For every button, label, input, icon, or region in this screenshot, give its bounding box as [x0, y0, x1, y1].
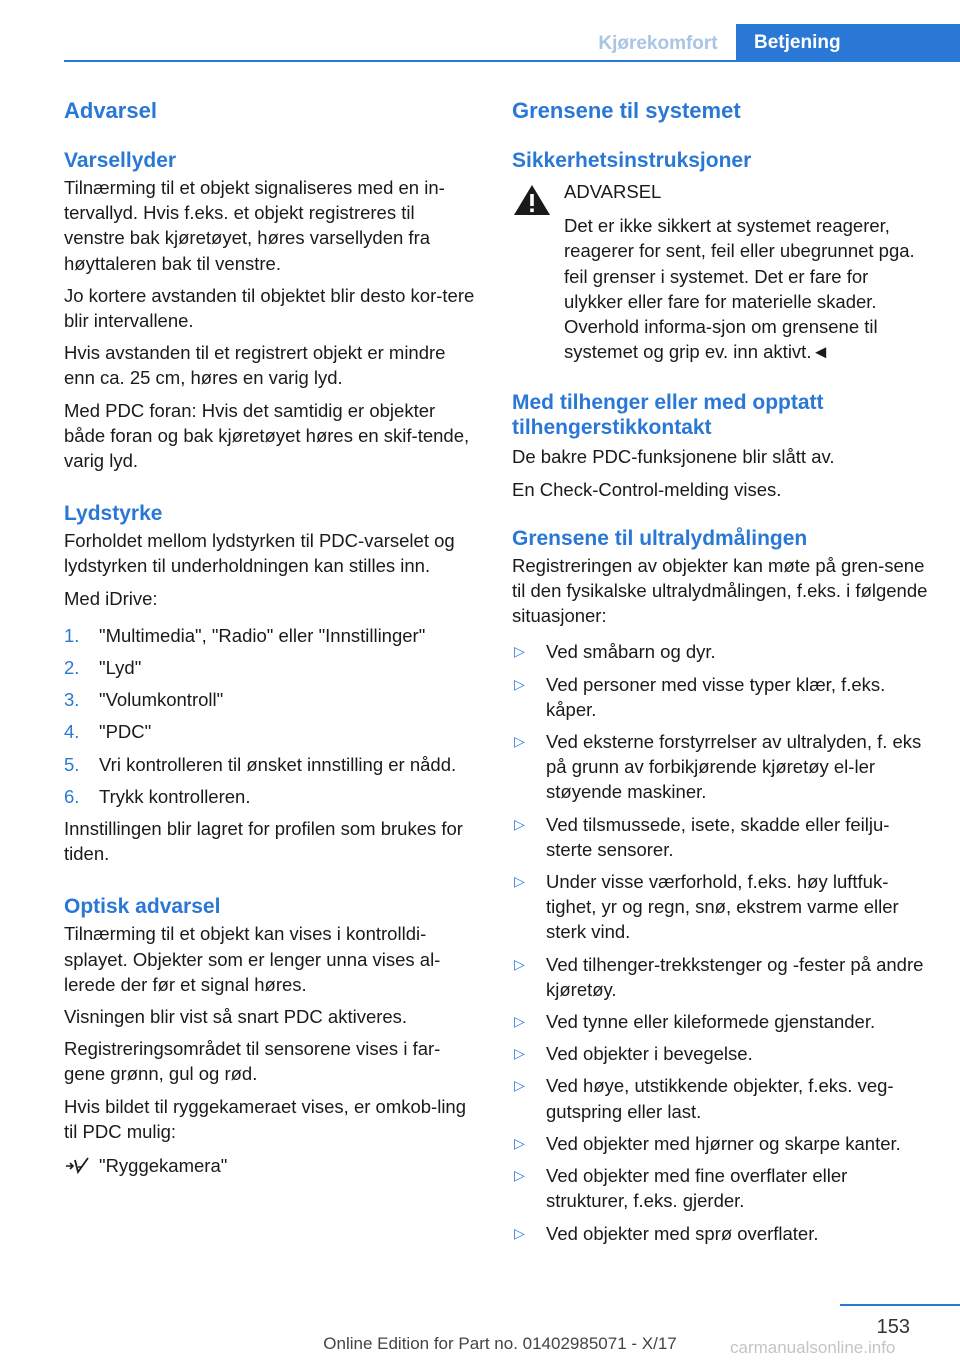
paragraph: Forholdet mellom lydstyrken til PDC-varselet og lydstyrken til underholdningen kan stilles inn. [64, 530, 455, 577]
list-item [512, 729, 928, 805]
list-item-text: Ved småbarn og dyr. [546, 641, 716, 663]
paragraph: Tilnærming til et objekt kan vises i kontrolldi-splayet. Objekter som er lenger unna vises al-lerede der før et signal høres. [64, 923, 441, 995]
list-item-text: Ved tynne eller kileformede gjenstander. [546, 1011, 876, 1033]
watermark: carmanualsonline.info [730, 1338, 896, 1357]
list-item-text: Ved objekter i bevegelse. [546, 1043, 753, 1065]
paragraph: De bakre PDC-funksjonene blir slått av. [512, 446, 835, 468]
step-text: "Lyd" [99, 657, 142, 679]
header-divider [64, 60, 960, 62]
step-number: 2. [64, 657, 80, 679]
bullet-triangle-icon: ▷ [514, 733, 525, 750]
warning-text: Det er ikke sikkert at systemet reagerer, reagerer for sent, feil eller ubegrunnet pga. feil grenser i systemet. Det er fare for ulykker eller fare for materielle skader. Overhold informa-sjon om grensene til systemet og grip ev. inn aktivt.◄ [564, 215, 915, 363]
list-item-text: Ved eksterne forstyrrelser av ultralyden, f. eks på grunn av forbikjørende kjøretøy el-ler støyende maskiner. [546, 731, 922, 803]
footer-divider [840, 1304, 960, 1306]
bullet-triangle-icon: ▷ [514, 1224, 525, 1241]
step-number: 4. [64, 721, 80, 743]
list-item [512, 812, 928, 862]
heading-tilhenger: Med tilhenger eller med opptatt tilhengerstikkontakt [512, 391, 824, 440]
list-item [64, 655, 480, 680]
step-text: "PDC" [99, 721, 152, 743]
list-item-text: Ved objekter med hjørner og skarpe kanter. [546, 1132, 901, 1154]
warning-title: ADVARSEL [564, 181, 662, 202]
paragraph: Innstillingen blir lagret for profilen som brukes for tiden. [64, 818, 463, 865]
list-item [512, 869, 928, 945]
step-number: 6. [64, 785, 80, 807]
list-item-text: Under visse værforhold, f.eks. høy luftfuk-tighet, yr og regn, snø, ekstrem varme eller sterk vind. [546, 871, 899, 943]
list-item [512, 1163, 928, 1213]
warning-triangle-icon [512, 183, 552, 217]
bullet-triangle-icon: ▷ [514, 675, 525, 692]
list-item-text: Ved objekter med fine overflater eller strukturer, f.eks. gjerder. [546, 1165, 848, 1212]
limitations-list [512, 639, 928, 1245]
list-item-text: Ved høye, utstikkende objekter, f.eks. veg-gutspring eller last. [546, 1075, 894, 1122]
list-item [64, 752, 480, 777]
bullet-triangle-icon: ▷ [514, 1134, 525, 1151]
list-item [512, 952, 928, 1002]
bullet-triangle-icon: ▷ [514, 1045, 525, 1062]
paragraph: Med iDrive: [64, 587, 158, 609]
list-item [64, 623, 480, 648]
step-number: 1. [64, 624, 80, 646]
section-tab-betjening[interactable] [736, 24, 960, 62]
warning-block [512, 179, 928, 364]
step-text: Trykk kontrolleren. [99, 785, 251, 807]
left-column [64, 98, 480, 1178]
heading-optisk-advarsel: Optisk advarsel [64, 895, 221, 919]
section-tab-kjorekomfort[interactable]: Kjørekomfort [598, 33, 718, 54]
rear-camera-option [64, 1153, 480, 1178]
heading-varsellyder: Varsellyder [64, 149, 177, 172]
heading-lydstyrke: Lydstyrke [64, 502, 163, 526]
list-item-text: Ved tilhenger-trekkstenger og -fester på andre kjøretøy. [546, 953, 924, 1000]
edition-line: Online Edition for Part no. 01402985071 - X/17 [323, 1334, 677, 1353]
step-text: "Multimedia", "Radio" eller "Innstillinger" [99, 624, 426, 646]
heading-ultralyd: Grensene til ultralydmålingen [512, 526, 808, 550]
list-item [64, 784, 480, 809]
bullet-triangle-icon: ▷ [514, 873, 525, 890]
paragraph: Tilnærming til et objekt signaliseres med en in-tervallyd. Hvis f.eks. et objekt registreres til venstre bak kjøretøyet, høres varsellyden fra høyttaleren bak til venstre. [64, 177, 445, 274]
bullet-triangle-icon: ▷ [514, 643, 525, 660]
paragraph: Registreringsområdet til sensorene vises i far-gene grønn, gul og rød. [64, 1038, 441, 1085]
page-header [0, 0, 960, 62]
heading-sikkerhet: Sikkerhetsinstruksjoner [512, 149, 752, 172]
list-item [512, 639, 928, 664]
bullet-triangle-icon: ▷ [514, 955, 525, 972]
paragraph: Jo kortere avstanden til objektet blir desto kor-tere blir intervallene. [64, 284, 475, 332]
step-number: 5. [64, 753, 80, 775]
paragraph: Hvis avstanden til et registrert objekt er mindre enn ca. 25 cm, høres en varig lyd. [64, 342, 446, 389]
right-column [512, 98, 928, 1253]
paragraph: Hvis bildet til ryggekameraet vises, er omkob-ling til PDC mulig: [64, 1095, 467, 1142]
warning-header [512, 179, 928, 204]
heading-grensene: Grensene til systemet [512, 98, 741, 123]
bullet-triangle-icon: ▷ [514, 1077, 525, 1094]
paragraph: Registreringen av objekter kan møte på gren-sene til den fysikalske ultralydmålingen, f.eks. i følgende situasjoner: [512, 554, 928, 627]
list-item [64, 687, 480, 712]
step-text: Vri kontrolleren til ønsket innstilling er nådd. [99, 753, 457, 775]
list-item-text: Ved objekter med sprø overflater. [546, 1222, 819, 1244]
page-number: 153 [876, 1316, 910, 1338]
list-item-text: Ved personer med visse typer klær, f.eks. kåper. [546, 673, 886, 720]
rear-camera-label: "Ryggekamera" [99, 1155, 228, 1177]
list-item [512, 1041, 928, 1066]
step-text: "Volumkontroll" [99, 689, 224, 711]
list-item [512, 672, 928, 722]
paragraph: Visningen blir vist så snart PDC aktiveres. [64, 1006, 408, 1028]
bullet-triangle-icon: ▷ [514, 1167, 525, 1184]
list-item [512, 1221, 928, 1246]
list-item-text: Ved tilsmussede, isete, skadde eller feilju-sterte sensorer. [546, 813, 890, 860]
list-item [512, 1131, 928, 1156]
heading-advarsel: Advarsel [64, 98, 157, 123]
bullet-triangle-icon: ▷ [514, 815, 525, 832]
list-item [512, 1073, 928, 1123]
step-number: 3. [64, 689, 80, 711]
bullet-triangle-icon: ▷ [514, 1013, 525, 1030]
list-item [512, 1009, 928, 1034]
paragraph: Med PDC foran: Hvis det samtidig er objekter både foran og bak kjøretøyet høres en skif-tende, varig lyd. [64, 399, 470, 472]
list-item [64, 719, 480, 744]
paragraph: En Check-Control-melding vises. [512, 478, 782, 500]
idrive-steps [64, 623, 480, 809]
rear-camera-icon [64, 1156, 90, 1176]
section-tab-label: Betjening [754, 32, 841, 53]
